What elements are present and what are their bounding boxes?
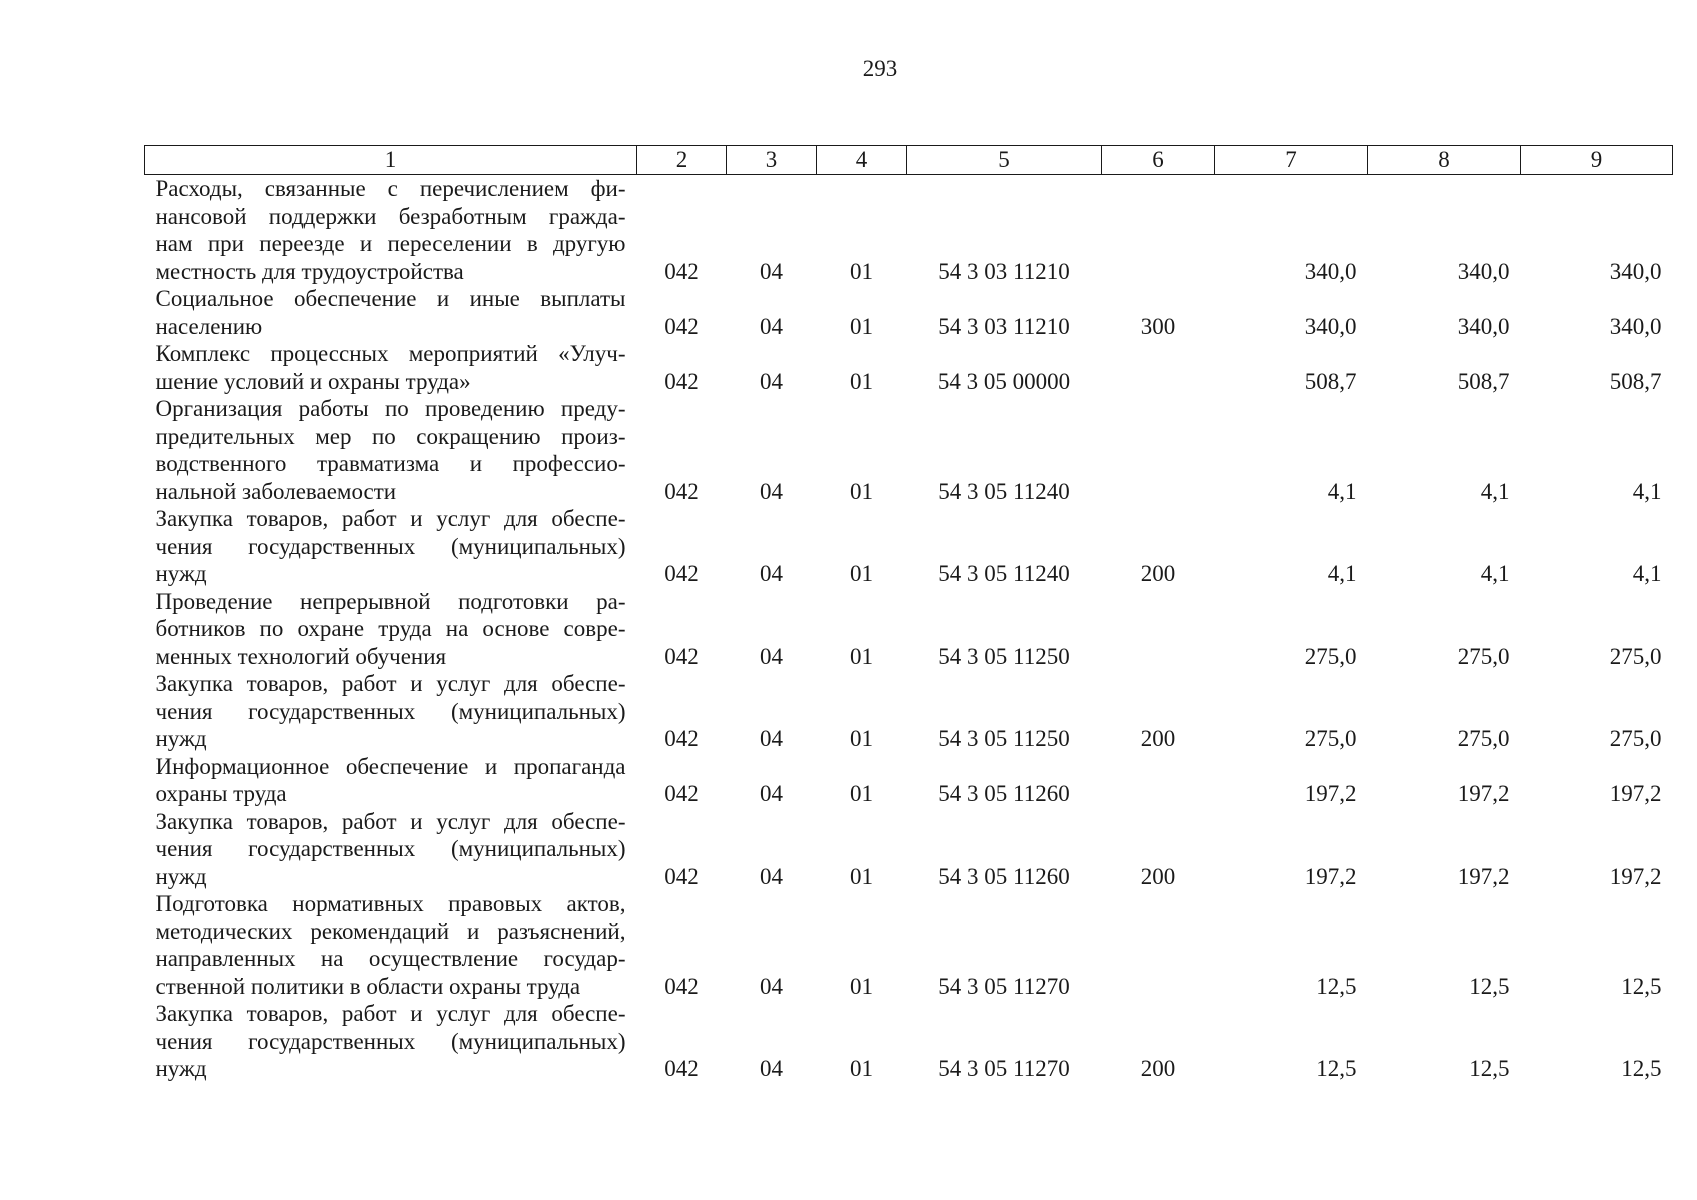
cell-section: 04	[760, 313, 783, 339]
cell-admin-code: 042	[664, 1056, 699, 1081]
description-line: чения государственных (муниципальных)	[155, 698, 626, 724]
description-line: Организация работы по проведению преду-	[155, 396, 626, 421]
cell-amount-year-3: 12,5	[1621, 973, 1662, 999]
description-line: чения государственных (муниципальных)	[155, 836, 626, 861]
cell-amount-year-2: 508,7	[1457, 368, 1510, 394]
cell-amount-year-1: 197,2	[1304, 863, 1357, 889]
cell-expense-type	[1102, 890, 1215, 1000]
cell-section: 04	[760, 258, 783, 284]
cell-subsection: 01	[850, 561, 873, 586]
cell-admin-code: 042	[664, 643, 699, 669]
table-row	[145, 890, 1673, 1000]
description-line: Расходы, связанные с перечислением фи-	[155, 176, 626, 201]
cell-subsection: 01	[850, 863, 873, 889]
description-line: чения государственных (муниципальных)	[155, 533, 626, 559]
description-line: нужд	[155, 863, 207, 889]
cell-amount-year-2: 197,2	[1457, 863, 1510, 889]
cell-section: 04	[760, 781, 783, 806]
description-line: Проведение непрерывной подготовки ра-	[155, 588, 626, 614]
cell-amount-year-2: 340,0	[1457, 258, 1510, 284]
description-line: местность для трудоустройства	[155, 258, 464, 284]
description-line: направленных на осуществление государ-	[155, 946, 626, 971]
description-line: Закупка товаров, работ и услуг для обеспе-	[155, 808, 626, 834]
cell-description	[145, 175, 637, 286]
description-line: методических рекомендаций и разъяснений,	[155, 918, 626, 944]
column-header-1: 1	[145, 146, 637, 175]
cell-description	[145, 285, 637, 340]
cell-expense-type	[1102, 395, 1215, 505]
cell-amount-year-2: 197,2	[1457, 781, 1510, 806]
budget-table	[144, 145, 1673, 1083]
table-row	[145, 588, 1673, 671]
cell-description	[145, 753, 637, 808]
cell-subsection: 01	[850, 726, 873, 751]
cell-amount-year-2: 4,1	[1480, 561, 1510, 586]
cell-amount-year-3: 12,5	[1621, 1056, 1662, 1081]
table-body	[145, 175, 1673, 1083]
description-line: ственной политики в области охраны труда	[155, 973, 581, 999]
description-line: нужд	[155, 726, 207, 751]
description-line: менных технологий обучения	[155, 643, 447, 669]
description-line: Закупка товаров, работ и услуг для обеспе-	[155, 671, 626, 696]
cell-amount-year-3: 275,0	[1609, 726, 1662, 751]
description-line: ботников по охране труда на основе совре-	[155, 616, 626, 641]
cell-admin-code: 042	[664, 863, 699, 889]
cell-admin-code: 042	[664, 973, 699, 999]
cell-target-article: 54 3 05 11240	[938, 561, 1070, 586]
cell-section: 04	[760, 478, 783, 504]
cell-admin-code: 042	[664, 781, 699, 806]
cell-expense-type	[1102, 588, 1215, 671]
cell-expense-type: 200	[1140, 863, 1176, 889]
cell-amount-year-2: 12,5	[1469, 973, 1510, 999]
column-header-2: 2	[637, 146, 727, 175]
description-line: нужд	[155, 1056, 207, 1081]
cell-section: 04	[760, 643, 783, 669]
cell-amount-year-1: 4,1	[1327, 561, 1357, 586]
cell-target-article: 54 3 05 11270	[938, 1056, 1070, 1081]
cell-amount-year-1: 4,1	[1327, 478, 1357, 504]
cell-section: 04	[760, 973, 783, 999]
cell-subsection: 01	[850, 313, 873, 339]
cell-subsection: 01	[850, 1056, 873, 1081]
cell-target-article: 54 3 05 11260	[938, 863, 1070, 889]
cell-subsection: 01	[850, 973, 873, 999]
description-line: нальной заболеваемости	[155, 478, 397, 504]
cell-amount-year-3: 275,0	[1609, 643, 1662, 669]
cell-description	[145, 670, 637, 753]
description-line: Подготовка нормативных правовых актов,	[155, 891, 626, 916]
table-row	[145, 753, 1673, 808]
cell-admin-code: 042	[664, 561, 699, 586]
cell-expense-type	[1102, 340, 1215, 395]
cell-description	[145, 808, 637, 891]
cell-subsection: 01	[850, 781, 873, 806]
cell-target-article: 54 3 05 11260	[938, 781, 1070, 806]
cell-description	[145, 395, 637, 505]
cell-description	[145, 890, 637, 1000]
cell-description	[145, 505, 637, 588]
cell-expense-type: 300	[1140, 313, 1176, 339]
cell-section: 04	[760, 863, 783, 889]
table-header	[145, 146, 1673, 175]
cell-amount-year-3: 197,2	[1609, 781, 1662, 806]
cell-amount-year-3: 4,1	[1632, 561, 1662, 586]
column-header-6: 6	[1102, 146, 1215, 175]
cell-amount-year-1: 275,0	[1304, 726, 1357, 751]
cell-section: 04	[760, 368, 783, 394]
cell-admin-code: 042	[664, 478, 699, 504]
cell-amount-year-2: 275,0	[1457, 726, 1510, 751]
cell-target-article: 54 3 05 11270	[938, 973, 1070, 999]
cell-amount-year-1: 275,0	[1304, 643, 1357, 669]
description-line: Комплекс процессных мероприятий «Улуч-	[155, 341, 626, 366]
cell-subsection: 01	[850, 258, 873, 284]
table-row	[145, 175, 1673, 286]
column-header-5: 5	[907, 146, 1102, 175]
column-header-8: 8	[1368, 146, 1521, 175]
table-row	[145, 670, 1673, 753]
cell-expense-type: 200	[1140, 1056, 1176, 1081]
description-line: Закупка товаров, работ и услуг для обеспе-	[155, 1001, 626, 1026]
cell-amount-year-2: 275,0	[1457, 643, 1510, 669]
cell-section: 04	[760, 561, 783, 586]
cell-amount-year-1: 12,5	[1316, 1056, 1357, 1081]
column-header-7: 7	[1215, 146, 1368, 175]
cell-expense-type: 200	[1140, 561, 1176, 586]
cell-admin-code: 042	[664, 313, 699, 339]
cell-admin-code: 042	[664, 368, 699, 394]
description-line: чения государственных (муниципальных)	[155, 1028, 626, 1054]
cell-amount-year-3: 197,2	[1609, 863, 1662, 889]
table-row	[145, 285, 1673, 340]
cell-amount-year-2: 4,1	[1480, 478, 1510, 504]
cell-target-article: 54 3 05 11250	[938, 643, 1070, 669]
cell-amount-year-3: 508,7	[1609, 368, 1662, 394]
column-header-9: 9	[1521, 146, 1673, 175]
cell-amount-year-3: 340,0	[1609, 258, 1662, 284]
cell-section: 04	[760, 1056, 783, 1081]
description-line: водственного травматизма и профессио-	[155, 451, 626, 476]
cell-amount-year-3: 340,0	[1609, 313, 1662, 339]
description-line: Социальное обеспечение и иные выплаты	[155, 286, 626, 311]
cell-admin-code: 042	[664, 726, 699, 751]
column-header-3: 3	[727, 146, 817, 175]
cell-target-article: 54 3 03 11210	[938, 258, 1070, 284]
description-line: нансовой поддержки безработным гражда-	[155, 203, 626, 229]
description-line: шение условий и охраны труда»	[155, 368, 471, 394]
table-row	[145, 395, 1673, 505]
cell-description	[145, 340, 637, 395]
cell-subsection: 01	[850, 478, 873, 504]
cell-target-article: 54 3 05 11250	[938, 726, 1070, 751]
cell-expense-type	[1102, 175, 1215, 286]
cell-expense-type	[1102, 753, 1215, 808]
cell-amount-year-2: 340,0	[1457, 313, 1510, 339]
description-line: нужд	[155, 561, 207, 586]
table-row	[145, 808, 1673, 891]
cell-description	[145, 588, 637, 671]
cell-target-article: 54 3 03 11210	[938, 313, 1070, 339]
cell-subsection: 01	[850, 643, 873, 669]
cell-expense-type: 200	[1140, 726, 1176, 751]
table-row	[145, 340, 1673, 395]
cell-amount-year-1: 508,7	[1304, 368, 1357, 394]
description-line: предительных мер по сокращению произ-	[155, 423, 626, 449]
cell-description	[145, 1000, 637, 1083]
cell-target-article: 54 3 05 11240	[938, 478, 1070, 504]
description-line: Информационное обеспечение и пропаганда	[155, 753, 626, 779]
cell-amount-year-1: 340,0	[1304, 258, 1357, 284]
cell-amount-year-3: 4,1	[1632, 478, 1662, 504]
table-row	[145, 1000, 1673, 1083]
cell-amount-year-1: 12,5	[1316, 973, 1357, 999]
cell-section: 04	[760, 726, 783, 751]
table-row	[145, 505, 1673, 588]
cell-amount-year-1: 340,0	[1304, 313, 1357, 339]
column-header-4: 4	[817, 146, 907, 175]
cell-target-article: 54 3 05 00000	[937, 368, 1071, 394]
cell-admin-code: 042	[664, 258, 699, 284]
cell-amount-year-2: 12,5	[1469, 1056, 1510, 1081]
description-line: Закупка товаров, работ и услуг для обеспе-	[155, 506, 626, 531]
cell-amount-year-1: 197,2	[1304, 781, 1357, 806]
description-line: охраны труда	[155, 781, 287, 806]
header-row	[145, 146, 1673, 175]
description-line: нам при переезде и переселении в другую	[155, 231, 626, 256]
page-number: 293	[862, 56, 898, 81]
description-line: населению	[155, 313, 263, 339]
cell-subsection: 01	[850, 368, 873, 394]
